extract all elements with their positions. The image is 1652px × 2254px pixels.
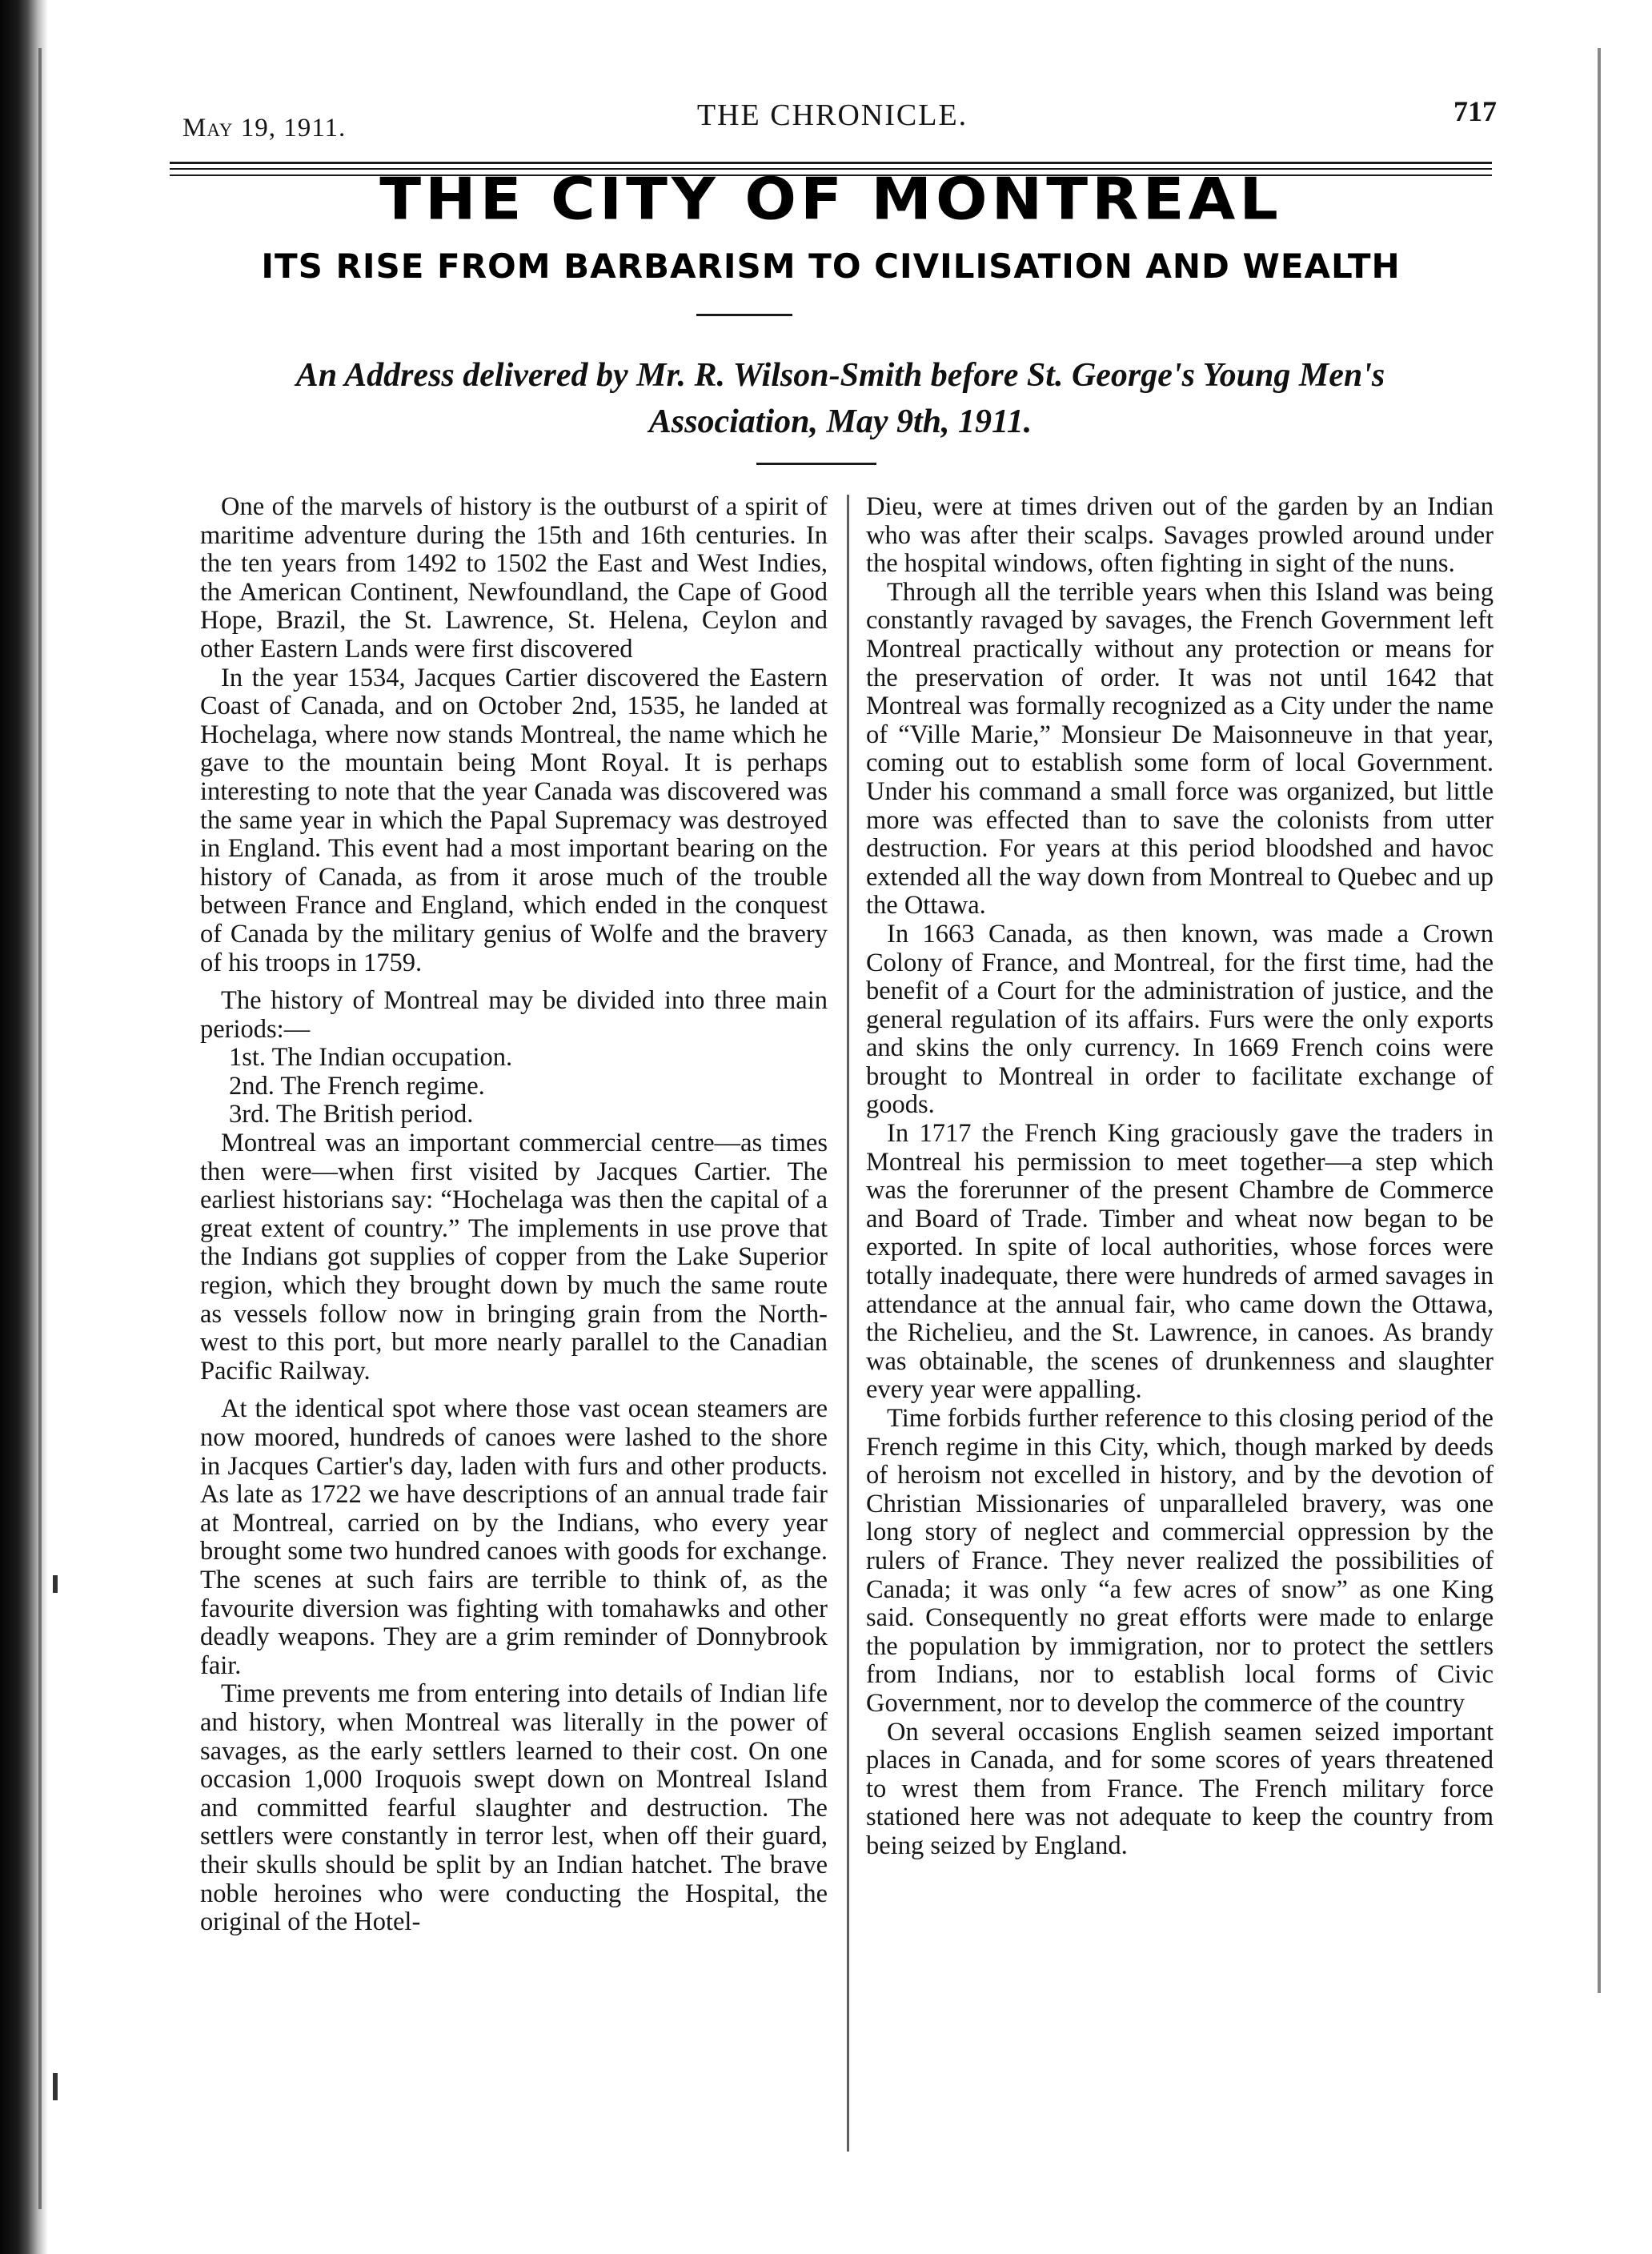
binding-edge xyxy=(38,48,42,2209)
article-subtitle: ITS RISE FROM BARBARISM TO CIVILISATION AND WEALTH xyxy=(261,247,1401,286)
scan-mark xyxy=(53,2073,58,2100)
paragraph: Montreal was an important commercial centre—as times then were—when first visited by Jacques Cartier. The earliest historians say: “Hochelaga was then the capital of a great extent of country.” The implements in use prove that the Indians got supplies of copper from the Lake Superior region, which they brought down by much the same route as vessels follow now in bringing grain from the North-west to this port, but more nearly parallel to the Canadian Pacific Railway. xyxy=(200,1129,828,1386)
scan-mark xyxy=(53,1575,58,1593)
column-divider xyxy=(847,495,849,2152)
list-item: 3rd. The British period. xyxy=(229,1100,474,1129)
header-rule xyxy=(170,162,1492,164)
column-right xyxy=(866,493,1494,1861)
paragraph: Time forbids further reference to this closing period of the French regime in this City, which, though marked by deeds of heroism not excelled in history, and by the devotion of Christian Missionaries of unparalleled bravery, was one long story of neglect and commercial oppression by the rulers of France. They never realized the possibilities of Canada; it was only “a few acres of snow” as one King said. Consequently no great efforts were made to enlarge the population by immigration, nor to protect the settlers from Indians, nor to establish local forms of Civic Government, nor to develop the commerce of the country xyxy=(866,1404,1494,1718)
paragraph: One of the marvels of history is the outburst of a spirit of maritime adventure during the 15th and 16th centuries. In the ten years from 1492 to 1502 the East and West Indies, the American Continent, Newfoundland, the Cape of Good Hope, Brazil, the St. Lawrence, St. Helena, Ceylon and other Eastern Lands were first discovered xyxy=(200,492,828,664)
paragraph: Time prevents me from entering into details of Indian life and history, when Montreal was literally in the power of savages, as the early settlers learned to their cost. On one occasion 1,000 Iroquois swept down on Montreal Island and committed fearful slaughter and destruction. The settlers were constantly in terror lest, when off their guard, their skulls should be split by an Indian hatchet. The brave noble heroines who were conducting the Hospital, the original of the Hotel- xyxy=(200,1679,828,1937)
paragraph: In 1717 the French King graciously gave the traders in Montreal his permission to meet together—a step which was the forerunner of the present Chambre de Commerce and Board of Trade. Timber and wheat now began to be exported. In spite of local authorities, whose forces were totally inadequate, there were hundreds of armed savages in attendance at the annual fair, who came down the Ottawa, the Richelieu, and the St. Lawrence, in canoes. As brandy was obtainable, the scenes of drunkenness and slaughter every year were appalling. xyxy=(866,1119,1494,1405)
list-item: 2nd. The French regime. xyxy=(229,1071,485,1101)
issue-date: May 19, 1911. xyxy=(182,114,347,142)
byline-line: Association, May 9th, 1911. xyxy=(648,403,1032,440)
paragraph: In 1663 Canada, as then known, was made a Crown Colony of France, and Montreal, for the first time, had the benefit of a Court for the administration of justice, and the general regulation of its affairs. Furs were the only exports and skins the only currency. In 1669 French coins were brought to Montreal in order to facilitate exchange of goods. xyxy=(866,919,1494,1120)
page-edge-rule xyxy=(1598,48,1601,1993)
byline xyxy=(240,352,1441,445)
page-number: 717 xyxy=(1454,95,1497,127)
publication-name: THE CHRONICLE. xyxy=(696,98,968,132)
paragraph: In the year 1534, Jacques Cartier discovered the Eastern Coast of Canada, and on October 2nd, 1535, he landed at Hochelaga, where now stands Montreal, the name which he gave to the mountain being Mont Royal. It is perhaps interesting to note that the year Canada was discovered was the same year in which the Papal Supremacy was destroyed in England. This event had a most important bearing on the history of Canada, as from it arose much of the trouble between France and England, which ended in the conquest of Canada by the military genius of Wolfe and the bravery of his troops in 1759. xyxy=(200,663,828,977)
running-head xyxy=(168,86,1497,142)
article-title: THE CITY OF MONTREAL xyxy=(379,165,1282,233)
byline-divider xyxy=(756,463,876,465)
paragraph: On several occasions English seamen seized important places in Canada, and for some scores of years threatened to wrest them from France. The French military force stationed here was not adequate to keep the country from being seized by England. xyxy=(866,1717,1494,1860)
title-divider xyxy=(696,314,792,316)
paragraph: Dieu, were at times driven out of the garden by an Indian who was after their scalps. Savages prowled around under the hospital windows, often fighting in sight of the nuns. xyxy=(866,492,1494,579)
byline-line: An Address delivered by Mr. R. Wilson-Smith before St. George's Young Men's xyxy=(295,357,1385,394)
column-left xyxy=(200,493,828,1937)
list-item: 1st. The Indian occupation. xyxy=(229,1043,513,1073)
paragraph: At the identical spot where those vast ocean steamers are now moored, hundreds of canoes were lashed to the shore in Jacques Cartier's day, laden with furs and other products. As late as 1722 we have descriptions of an annual trade fair at Montreal, carried on by the Indians, who every year brought some two hundred canoes with goods for exchange. The scenes at such fairs are terrible to think of, as the favourite diversion was fighting with tomahawks and other deadly weapons. They are a grim reminder of Donnybrook fair. xyxy=(200,1394,828,1680)
paragraph: The history of Montreal may be divided into three main periods:— xyxy=(200,986,828,1044)
paragraph: Through all the terrible years when this Island was being constantly ravaged by savages, the French Government left Montreal practically without any protection or means for the preservation of order. It was not until 1642 that Montreal was formally recognized as a City under the name of “Ville Marie,” Monsieur De Maisonneuve in that year, coming out to establish some form of local Government. Under his command a small force was organized, but little more was effected than to save the colonists from utter destruction. For years at this period bloodshed and havoc extended all the way down from Montreal to Quebec and up the Ottawa. xyxy=(866,577,1494,920)
